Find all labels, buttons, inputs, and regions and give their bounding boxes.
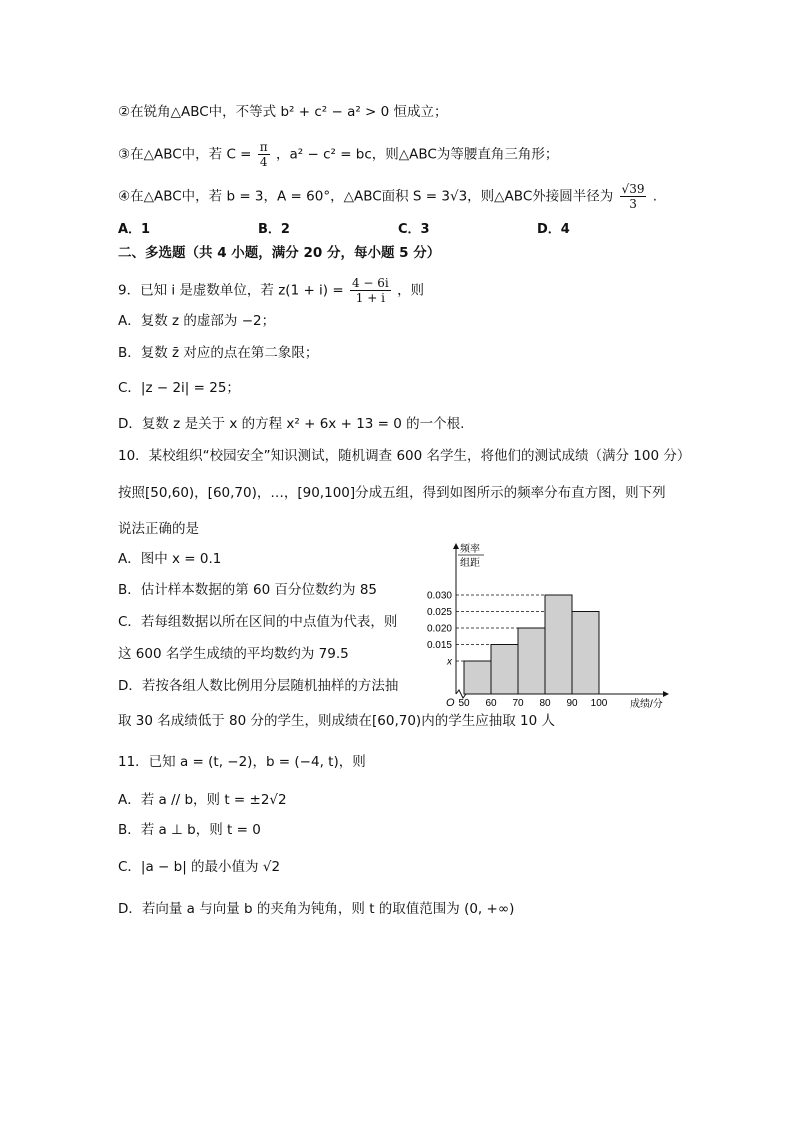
q8-statement-4 bbox=[118, 182, 657, 211]
q8-s4-frac-den: 3 bbox=[629, 197, 637, 211]
q8-statement-3 bbox=[118, 140, 558, 169]
x-tick-label-4: 80 bbox=[539, 698, 551, 708]
q8-option-a[interactable]: A．1 bbox=[118, 222, 151, 237]
q9-option-a[interactable]: A．复数 z 的虚部为 −2； bbox=[118, 313, 276, 329]
q8-option-c[interactable]: C．3 bbox=[398, 222, 430, 237]
x-tick-label-5: 90 bbox=[566, 698, 578, 708]
y-axis-label-bottom: 组距 bbox=[460, 558, 480, 569]
q8-s3-suffix: ，a² − c² = bc，则△ABC为等腰直角三角形； bbox=[275, 146, 559, 163]
q10-option-d-line-1[interactable]: D．若按各组人数比例用分层随机抽样的方法抽 bbox=[118, 678, 399, 694]
y-tick-label-1: x bbox=[447, 656, 452, 668]
q11-option-a[interactable]: A．若 a // b，则 t = ±2√2 bbox=[118, 792, 287, 808]
x-tick-label-3: 70 bbox=[512, 698, 524, 708]
q8-s4-fraction bbox=[620, 182, 647, 211]
q8-s3-frac-den: 4 bbox=[259, 155, 268, 169]
y-tick-label-3: 0.020 bbox=[426, 623, 452, 635]
q10-stem-line-3: 说法正确的是 bbox=[118, 521, 199, 537]
q9-option-d[interactable]: D．复数 z 是关于 x 的方程 x² + 6x + 13 = 0 的一个根. bbox=[118, 416, 465, 432]
x-tick-label-1: 50 bbox=[458, 698, 470, 708]
y-tick-label-4: 0.025 bbox=[426, 607, 452, 618]
histogram-bar-5 bbox=[572, 612, 599, 695]
x-tick-label-6: 100 bbox=[590, 698, 608, 708]
q10-option-d-line-2: 取 30 名成绩低于 80 分的学生，则成绩在[60,70)内的学生应抽取 10 人 bbox=[118, 713, 555, 729]
q8-s3-prefix: ③在△ABC中，若 C = bbox=[118, 146, 252, 163]
q9-frac-den: 1 + i bbox=[355, 291, 385, 305]
q11-option-c[interactable]: C．|a − b| 的最小值为 √2 bbox=[118, 859, 281, 875]
q10-option-c-line-2: 这 600 名学生成绩的平均数约为 79.5 bbox=[118, 646, 349, 662]
q8-s3-fraction bbox=[258, 140, 270, 169]
q9-stem-suffix: ，则 bbox=[397, 282, 425, 299]
q11-option-d[interactable]: D．若向量 a 与向量 b 的夹角为钝角，则 t 的取值范围为 (0, +∞) bbox=[118, 901, 515, 917]
histogram-bar-2 bbox=[491, 645, 518, 695]
histogram-bar-4 bbox=[545, 595, 572, 694]
q11-option-b[interactable]: B．若 a ⊥ b，则 t = 0 bbox=[118, 822, 261, 838]
histogram-bar-3 bbox=[518, 628, 545, 694]
q8-s4-suffix: . bbox=[652, 188, 658, 205]
q8-statement-2: ②在锐角△ABC中，不等式 b² + c² − a² > 0 恒成立； bbox=[118, 104, 448, 120]
y-axis-label-top: 频率 bbox=[460, 544, 480, 555]
section-2-title: 二、多选题（共 4 小题，满分 20 分，每小题 5 分） bbox=[118, 245, 441, 261]
q8-option-b[interactable]: B．2 bbox=[258, 222, 290, 237]
y-tick-label-2: 0.015 bbox=[426, 640, 452, 651]
q10-option-b[interactable]: B．估计样本数据的第 60 百分位数约为 85 bbox=[118, 582, 377, 598]
frequency-histogram bbox=[418, 538, 674, 708]
q9-stem bbox=[118, 276, 424, 305]
x-tick-label-2: 60 bbox=[485, 698, 497, 708]
q8-s4-prefix: ④在△ABC中，若 b = 3，A = 60°，△ABC面积 S = 3√3，则△ABC外接圆半径为 bbox=[118, 188, 614, 205]
q9-option-b[interactable]: B．复数 z̄ 对应的点在第二象限； bbox=[118, 345, 319, 361]
q10-option-a[interactable]: A．图中 x = 0.1 bbox=[118, 551, 222, 567]
q10-option-c-line-1[interactable]: C．若每组数据以所在区间的中点值为代表，则 bbox=[118, 614, 398, 630]
q11-stem: 11．已知 a = (t, −2)，b = (−4, t)，则 bbox=[118, 754, 366, 770]
origin-label: O bbox=[446, 697, 455, 708]
q9-frac-num: 4 − 6i bbox=[351, 276, 389, 290]
q10-stem-line-2: 按照[50,60)，[60,70)，…，[90,100]分成五组，得到如图所示的频率分布直方图，则下列 bbox=[118, 485, 666, 501]
q10-stem-line-1: 10．某校组织“校园安全”知识测试，随机调查 600 名学生，将他们的测试成绩（满分 100 分） bbox=[118, 448, 691, 464]
y-tick-label-5: 0.030 bbox=[426, 590, 452, 602]
q8-option-d[interactable]: D．4 bbox=[537, 222, 570, 237]
q8-s3-frac-num: π bbox=[259, 140, 268, 154]
q9-fraction bbox=[350, 276, 391, 305]
x-axis-label: 成绩/分 bbox=[630, 699, 663, 708]
q8-s4-frac-num: √39 bbox=[621, 182, 645, 196]
q9-stem-prefix: 9．已知 i 是虚数单位，若 z(1 + i) = bbox=[118, 282, 344, 299]
q9-option-c[interactable]: C．|z − 2i| = 25； bbox=[118, 380, 240, 396]
histogram-bar-1 bbox=[464, 661, 491, 694]
